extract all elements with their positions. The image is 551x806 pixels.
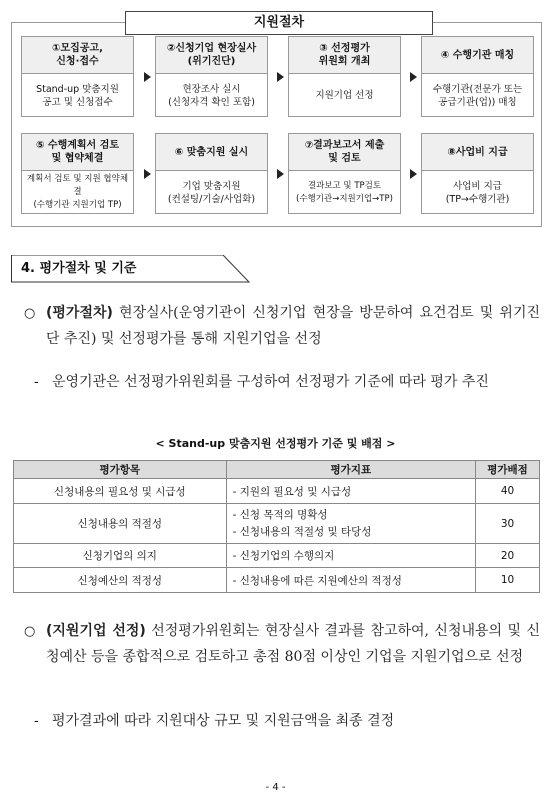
step-8-title: ⑧사업비 지급	[422, 134, 533, 171]
process-step-2	[155, 36, 268, 117]
table-cell-indicator: - 신청내용에 따른 지원예산의 적정성	[226, 568, 476, 593]
arrow-right-icon	[144, 72, 151, 82]
indicator-line: - 신청내용의 적절성 및 타당성	[232, 525, 372, 538]
table-header-row	[14, 461, 540, 479]
process-step-1	[21, 36, 134, 117]
table-cell-indicator: - 신청기업의 수행의지	[226, 544, 476, 568]
step-7-desc: 결과보고 및 TP검토 (수행기관→지원기업→TP)	[296, 180, 393, 204]
paragraph-committee: 운영기관은 선정평가위원회를 구성하여 선정평가 기준에 따라 평가 추진	[52, 374, 489, 390]
paragraph-text: 현장실사(운영기관이 신청기업 현장을 방문하여 요건검토 및 위기진단 추진) 및 선정평가를 통해 지원기업을 선정	[46, 305, 540, 347]
table-caption: < Stand-up 맞춤지원 선정평가 기준 및 배점 >	[155, 437, 396, 450]
column-header: 평가지표	[226, 461, 476, 479]
column-header: 평가배점	[476, 461, 540, 479]
process-step-6	[155, 133, 268, 214]
step-5-title: ⑤ 수행계획서 검토 및 협약체결	[22, 134, 133, 171]
step-4-title: ④ 수행기관 매칭	[422, 37, 533, 74]
table-cell-score: 30	[476, 504, 540, 544]
step-7-title: ⑦결과보고서 제출 및 검토	[289, 134, 400, 171]
paragraph-selection	[46, 618, 540, 670]
table-row	[14, 479, 540, 504]
process-step-5	[21, 133, 134, 214]
arrow-right-icon	[410, 72, 417, 82]
table-cell-indicator	[226, 504, 476, 544]
table-cell-item: 신청내용의 필요성 및 시급성	[14, 479, 227, 504]
table-cell-score: 10	[476, 568, 540, 593]
section-title: 4. 평가절차 및 기준	[21, 261, 137, 276]
arrow-right-icon	[144, 169, 151, 179]
step-6-desc: 기업 맞춤지원 (컨설팅/기술/사업화)	[167, 180, 256, 205]
table-cell-item: 신청예산의 적정성	[14, 568, 227, 593]
paragraph-text: 선정평가위원회는 현장실사 결과를 참고하여, 신청내용의 및 신청예산 등을 종합적으로 검토하고 총점 80점 이상인 기업을 지원기업으로 선정	[46, 623, 540, 665]
step-1-title: ①모집공고, 신청·접수	[22, 37, 133, 74]
process-step-4	[421, 36, 534, 117]
table-cell-score: 40	[476, 479, 540, 504]
step-1-desc: Stand-up 맞춤지원 공고 및 신청접수	[36, 83, 119, 108]
table-cell-indicator: - 지원의 필요성 및 시급성	[226, 479, 476, 504]
table-row	[14, 568, 540, 593]
table-cell-item: 신청내용의 적절성	[14, 504, 227, 544]
paragraph-label: (지원기업 선정)	[46, 623, 146, 639]
process-step-8	[421, 133, 534, 214]
arrow-right-icon	[410, 169, 417, 179]
indicator-line: - 신청 목적의 명확성	[232, 508, 328, 521]
step-3-desc: 지원기업 선정	[315, 90, 374, 101]
bullet-circle-icon: ○	[24, 306, 36, 321]
step-8-desc: 사업비 지급 (TP→수행기관)	[445, 180, 510, 205]
step-2-title: ②신청기업 현장실사 (위기진단)	[156, 37, 267, 74]
table-row	[14, 504, 540, 544]
table-row	[14, 544, 540, 568]
criteria-table	[13, 460, 540, 593]
step-5-desc: 계획서 검토 및 지원 협약체결 (수행기관 지원기업 TP)	[26, 174, 129, 210]
step-3-title: ③ 선정평가 위원회 개최	[289, 37, 400, 74]
paragraph-label: (평가절차)	[46, 305, 113, 321]
page-number: - 4 -	[265, 782, 286, 793]
table-cell-item: 신청기업의 의지	[14, 544, 227, 568]
process-step-3	[288, 36, 401, 117]
step-2-desc: 현장조사 실시 (신청자격 확인 포함)	[168, 83, 255, 108]
bullet-circle-icon: ○	[24, 624, 36, 639]
arrow-right-icon	[277, 169, 284, 179]
paragraph-final-decision: 평가결과에 따라 지원대상 규모 및 지원금액을 최종 결정	[52, 713, 395, 729]
bullet-dash: -	[34, 714, 39, 729]
arrow-right-icon	[277, 72, 284, 82]
paragraph-evaluation-procedure	[46, 300, 540, 352]
process-step-7	[288, 133, 401, 214]
bullet-dash: -	[34, 375, 39, 390]
step-6-title: ⑥ 맞춤지원 실시	[156, 134, 267, 171]
process-title: 지원절차	[125, 11, 433, 35]
table-cell-score: 20	[476, 544, 540, 568]
column-header: 평가항목	[14, 461, 227, 479]
section-heading	[11, 255, 251, 283]
step-4-desc: 수행기관(전문가 또는 공급기관(업)) 매칭	[432, 83, 523, 108]
